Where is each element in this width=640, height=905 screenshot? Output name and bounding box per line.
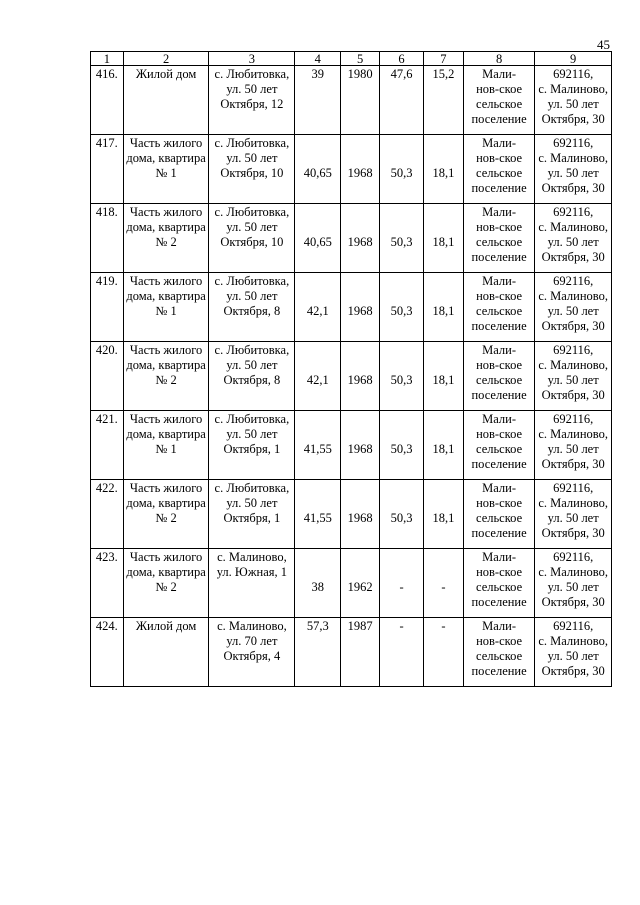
column-header-7: 7: [423, 52, 463, 66]
table-row: [91, 549, 612, 618]
cell-num: 422.: [91, 480, 124, 549]
cell-area: [295, 549, 341, 618]
cell-address: с. Любитовка, ул. 50 лет Октября, 8: [209, 273, 295, 342]
column-header-3: 3: [209, 52, 295, 66]
cell-type: Часть жилого дома, квартира № 2: [123, 480, 209, 549]
cell-c7: [423, 411, 463, 480]
cell-c7-value: -: [441, 580, 446, 594]
cell-year-value: 1980: [347, 67, 373, 81]
column-header-6: 6: [380, 52, 424, 66]
cell-year: [341, 66, 380, 135]
cell-area: [295, 135, 341, 204]
cell-c7: [423, 549, 463, 618]
cell-year-value: 1968: [347, 235, 373, 249]
cell-area-value: 40,65: [303, 235, 332, 249]
cell-wear-value: 47,6: [390, 67, 413, 81]
column-header-8: 8: [463, 52, 535, 66]
cell-year-value: 1968: [347, 511, 373, 525]
cell-c7: [423, 342, 463, 411]
cell-wear-value: 50,3: [390, 511, 413, 525]
cell-area: [295, 342, 341, 411]
cell-type: Часть жилого дома, квартира № 1: [123, 273, 209, 342]
table-row: [91, 618, 612, 687]
cell-owner: Мали- нов-ское сельское поселение: [463, 618, 535, 687]
column-header-5: 5: [341, 52, 380, 66]
cell-address: с. Малиново, ул. Южная, 1: [209, 549, 295, 618]
cell-wear: [380, 273, 424, 342]
cell-year: [341, 618, 380, 687]
cell-num: 420.: [91, 342, 124, 411]
cell-address: с. Малиново, ул. 70 лет Октября, 4: [209, 618, 295, 687]
cell-area-value: 42,1: [306, 304, 329, 318]
cell-type: Часть жилого дома, квартира № 2: [123, 342, 209, 411]
cell-year: [341, 411, 380, 480]
cell-area: [295, 273, 341, 342]
cell-owner: Мали- нов-ское сельское поселение: [463, 549, 535, 618]
cell-postal: 692116, с. Малиново, ул. 50 лет Октября, 30: [535, 342, 612, 411]
cell-year-value: 1962: [347, 580, 373, 594]
column-header-2: 2: [123, 52, 209, 66]
cell-wear-value: 50,3: [390, 166, 413, 180]
table-row: [91, 135, 612, 204]
cell-c7: [423, 135, 463, 204]
table-row: [91, 66, 612, 135]
page-number: 45: [597, 37, 610, 52]
cell-year-value: 1968: [347, 166, 373, 180]
cell-c7-value: -: [441, 619, 446, 633]
column-header-9: 9: [535, 52, 612, 66]
table-row: [91, 480, 612, 549]
cell-year: [341, 204, 380, 273]
cell-c7-value: 18,1: [432, 511, 455, 525]
cell-area-value: 38: [311, 580, 325, 594]
cell-c7-value: 18,1: [432, 442, 455, 456]
cell-type: Часть жилого дома, квартира № 2: [123, 204, 209, 273]
cell-type: Часть жилого дома, квартира № 1: [123, 135, 209, 204]
cell-wear: [380, 204, 424, 273]
cell-area-value: 39: [311, 67, 325, 81]
cell-owner: Мали- нов-ское сельское поселение: [463, 411, 535, 480]
column-header-1: 1: [91, 52, 124, 66]
cell-owner: Мали- нов-ское сельское поселение: [463, 66, 535, 135]
cell-num: 418.: [91, 204, 124, 273]
cell-type: Жилой дом: [123, 66, 209, 135]
cell-postal: 692116, с. Малиново, ул. 50 лет Октября, 30: [535, 135, 612, 204]
cell-c7: [423, 618, 463, 687]
cell-wear: [380, 480, 424, 549]
cell-c7: [423, 204, 463, 273]
cell-wear: [380, 411, 424, 480]
cell-area-value: 42,1: [306, 373, 329, 387]
property-registry-table: [90, 51, 612, 687]
cell-address: с. Любитовка, ул. 50 лет Октября, 10: [209, 135, 295, 204]
header-row: [91, 52, 612, 66]
cell-year: [341, 135, 380, 204]
cell-year: [341, 549, 380, 618]
cell-postal: 692116, с. Малиново, ул. 50 лет Октября, 30: [535, 204, 612, 273]
cell-address: с. Любитовка, ул. 50 лет Октября, 1: [209, 480, 295, 549]
cell-wear: [380, 549, 424, 618]
cell-wear-value: 50,3: [390, 373, 413, 387]
cell-type: Часть жилого дома, квартира № 1: [123, 411, 209, 480]
cell-year-value: 1968: [347, 442, 373, 456]
cell-wear-value: -: [399, 619, 404, 633]
cell-type: Часть жилого дома, квартира № 2: [123, 549, 209, 618]
table-row: [91, 204, 612, 273]
cell-address: с. Любитовка, ул. 50 лет Октября, 12: [209, 66, 295, 135]
cell-area: [295, 204, 341, 273]
cell-num: 419.: [91, 273, 124, 342]
cell-postal: 692116, с. Малиново, ул. 50 лет Октября, 30: [535, 66, 612, 135]
cell-c7: [423, 66, 463, 135]
cell-num: 417.: [91, 135, 124, 204]
cell-area-value: 41,55: [303, 442, 332, 456]
cell-wear: [380, 66, 424, 135]
cell-owner: Мали- нов-ское сельское поселение: [463, 480, 535, 549]
cell-year: [341, 273, 380, 342]
cell-num: 424.: [91, 618, 124, 687]
cell-c7-value: 18,1: [432, 373, 455, 387]
cell-owner: Мали- нов-ское сельское поселение: [463, 135, 535, 204]
cell-c7: [423, 480, 463, 549]
cell-year-value: 1968: [347, 304, 373, 318]
cell-year-value: 1987: [347, 619, 373, 633]
cell-address: с. Любитовка, ул. 50 лет Октября, 8: [209, 342, 295, 411]
cell-wear: [380, 342, 424, 411]
cell-wear-value: 50,3: [390, 304, 413, 318]
cell-wear-value: 50,3: [390, 442, 413, 456]
cell-postal: 692116, с. Малиново, ул. 50 лет Октября, 30: [535, 549, 612, 618]
cell-area: [295, 411, 341, 480]
cell-postal: 692116, с. Малиново, ул. 50 лет Октября, 30: [535, 273, 612, 342]
cell-type: Жилой дом: [123, 618, 209, 687]
cell-c7-value: 18,1: [432, 235, 455, 249]
cell-postal: 692116, с. Малиново, ул. 50 лет Октября, 30: [535, 411, 612, 480]
cell-c7-value: 18,1: [432, 166, 455, 180]
cell-postal: 692116, с. Малиново, ул. 50 лет Октября, 30: [535, 480, 612, 549]
cell-year: [341, 480, 380, 549]
cell-num: 416.: [91, 66, 124, 135]
cell-address: с. Любитовка, ул. 50 лет Октября, 1: [209, 411, 295, 480]
column-header-4: 4: [295, 52, 341, 66]
cell-owner: Мали- нов-ское сельское поселение: [463, 273, 535, 342]
cell-owner: Мали- нов-ское сельское поселение: [463, 342, 535, 411]
cell-year: [341, 342, 380, 411]
cell-area: [295, 66, 341, 135]
table-row: [91, 342, 612, 411]
cell-address: с. Любитовка, ул. 50 лет Октября, 10: [209, 204, 295, 273]
cell-area-value: 40,65: [303, 166, 332, 180]
cell-area: [295, 618, 341, 687]
cell-area: [295, 480, 341, 549]
cell-wear: [380, 135, 424, 204]
cell-wear-value: 50,3: [390, 235, 413, 249]
cell-postal: 692116, с. Малиново, ул. 50 лет Октября, 30: [535, 618, 612, 687]
table-row: [91, 273, 612, 342]
cell-num: 421.: [91, 411, 124, 480]
cell-c7: [423, 273, 463, 342]
cell-year-value: 1968: [347, 373, 373, 387]
cell-area-value: 57,3: [306, 619, 329, 633]
cell-wear-value: -: [399, 580, 404, 594]
cell-area-value: 41,55: [303, 511, 332, 525]
cell-num: 423.: [91, 549, 124, 618]
table-body: [91, 66, 612, 687]
table-row: [91, 411, 612, 480]
cell-owner: Мали- нов-ское сельское поселение: [463, 204, 535, 273]
cell-wear: [380, 618, 424, 687]
cell-c7-value: 18,1: [432, 304, 455, 318]
cell-c7-value: 15,2: [432, 67, 455, 81]
